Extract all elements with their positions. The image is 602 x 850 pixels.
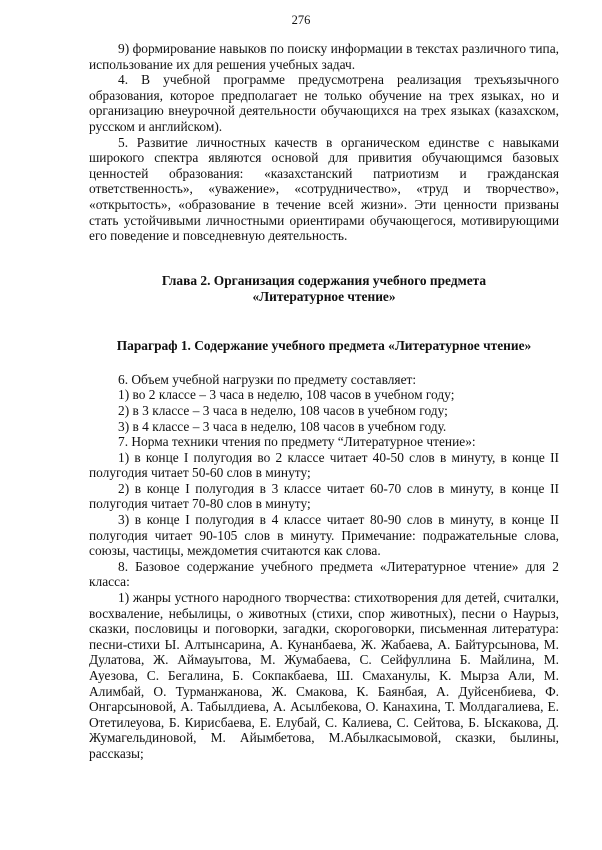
intro-section bbox=[89, 41, 559, 244]
body-paragraph: 3) в конце I полугодия в 4 классе читает 80-90 слов в минуту, в конце II полугодия читает 90-105 слов в минуту. Примечание: подражательные слова, союзы, частицы, междометия считаются как слова. bbox=[89, 512, 559, 559]
intro-paragraph-4: 4. В учебной программе предусмотрена реализация трехъязычного образования, которое предполагает не только обучение на трех языках, но и организацию внеурочной деятельности обучающихся на трех языках (казахском, русском и английском). bbox=[89, 72, 559, 134]
paragraph-heading: Параграф 1. Содержание учебного предмета «Литературное чтение» bbox=[116, 337, 532, 353]
body-paragraph: 2) в конце I полугодия в 3 классе читает 60-70 слов в минуту, в конце II полугодия читает 70-80 слов в минуту; bbox=[89, 480, 559, 512]
chapter-heading bbox=[89, 273, 559, 305]
body-paragraph: 3) в 4 классе – 3 часа в неделю, 108 часов в учебном году. bbox=[118, 418, 447, 434]
body-paragraph: 6. Объем учебной нагрузки по предмету составляет: bbox=[118, 371, 417, 387]
body-paragraph: 1) в конце I полугодия во 2 классе читает 40-50 слов в минуту, в конце II полугодия читает 50-60 слов в минуту; bbox=[89, 449, 559, 481]
body-paragraph: 1) жанры устного народного творчества: стихотворения для детей, считалки, восхваление, небылицы, о животных (стихи, спор животных), песни о Наурыз, сказки, пословицы и поговорки, загадки, скороговорки, письменная литература: песни-стихи Ы. Алтынсарина, А. Кунанбаева, Ж. Жабаева, А. Байтурсынова, М. Дулатова, Ж. Аймауытова, М. Жумабаева, С. Сейфуллина Б. Майлина, М. Ауезова, С. Бегалина, Б. Сокпакбаева, Ш. Смаханулы, К. Мырза Али, М. Алимбай, О. Турманжанова, Ж. Смакова, К. Баянбая, А. Дуйсенбиева, Ф. Онгарсыновой, А. Табылдиева, А. Асылбекова, О. Канахина, Т. Молдагалиева, Е. Отетилеуова, Б. Кирисбаева, Е. Елубай, С. Калиева, С. Сейтова, Б. Ыскакова, Д. Жумагельдиновой, М. Айымбетова, М.Абылкасымовой, сказки, былины, рассказы; bbox=[89, 590, 559, 761]
chapter-heading-line-2: «Литературное чтение» bbox=[252, 288, 396, 304]
intro-paragraph-item-9: 9) формирование навыков по поиску информации в текстах различного типа, использование их для решения учебных задач. bbox=[89, 41, 559, 72]
body-paragraph: 2) в 3 классе – 3 часа в неделю, 108 часов в учебном году; bbox=[118, 402, 448, 418]
page-number: 276 bbox=[291, 13, 311, 27]
chapter-heading-line-1: Глава 2. Организация содержания учебного предмета bbox=[161, 272, 487, 288]
body-paragraph: 1) во 2 классе – 3 часа в неделю, 108 часов в учебном году; bbox=[118, 387, 455, 403]
intro-paragraph-5: 5. Развитие личностных качеств в органическом единстве с навыками широкого спектра являются основой для привития обучающимся базовых ценностей образования: «казахстанский патриотизм и гражданская ответственность», «уважение», «сотрудничество», «труд и творчество», «открытость», «образование в течение всей жизни». Эти ценности призваны стать устойчивыми личностными ориентирами обучающегося, мотивирующими его поведение и повседневную деятельность. bbox=[89, 134, 559, 244]
body-paragraph: 7. Норма техники чтения по предмету “Литературное чтение»: bbox=[118, 434, 476, 450]
body-paragraph: 8. Базовое содержание учебного предмета «Литературное чтение» для 2 класса: bbox=[89, 558, 559, 590]
body-section bbox=[89, 372, 559, 762]
page-content bbox=[89, 41, 559, 762]
